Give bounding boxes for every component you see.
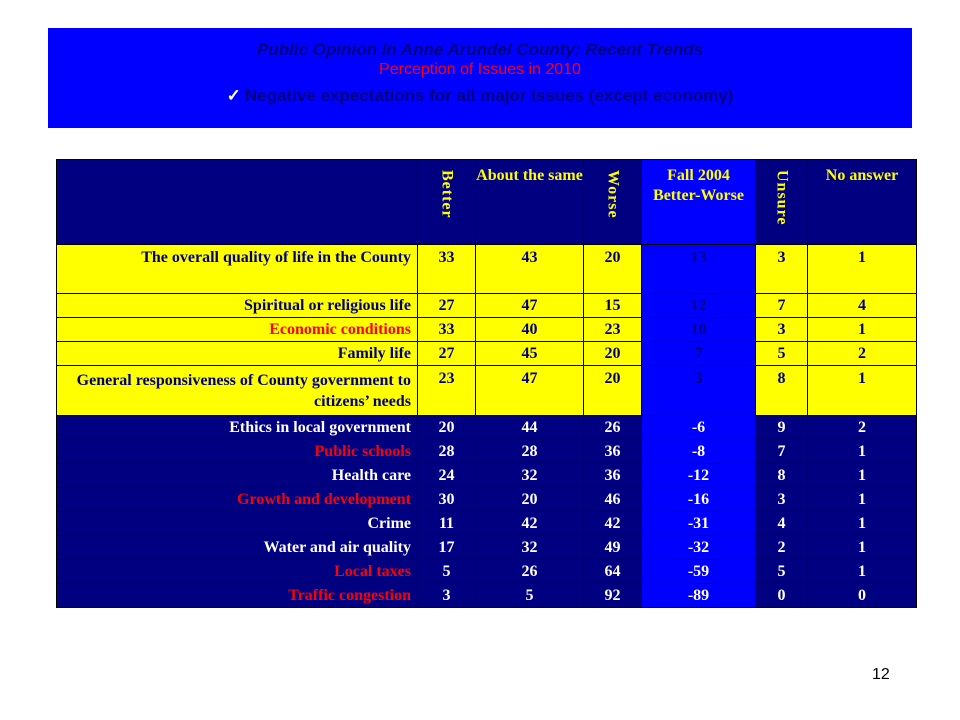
row-label: General responsiveness of County government to citizens’ needs [57, 366, 418, 416]
cell-better: 33 [418, 245, 476, 294]
cell-fall: -59 [642, 560, 756, 584]
cell-same: 40 [476, 318, 584, 342]
table-row [57, 584, 917, 608]
cell-better: 17 [418, 536, 476, 560]
cell-better: 20 [418, 416, 476, 440]
row-label: Water and air quality [57, 536, 418, 560]
cell-worse: 20 [584, 342, 642, 366]
cell-worse: 23 [584, 318, 642, 342]
table-row [57, 342, 917, 366]
cell-unsure: 7 [756, 294, 808, 318]
header-unsure: Unsure [756, 160, 808, 245]
cell-no-answer: 1 [808, 512, 917, 536]
cell-better: 3 [418, 584, 476, 608]
cell-unsure: 3 [756, 488, 808, 512]
cell-no-answer: 1 [808, 245, 917, 294]
cell-same: 44 [476, 416, 584, 440]
table-header-row [57, 160, 917, 245]
header-same: About the same [476, 160, 584, 245]
cell-worse: 20 [584, 245, 642, 294]
cell-worse: 46 [584, 488, 642, 512]
cell-unsure: 3 [756, 245, 808, 294]
row-label: Public schools [57, 440, 418, 464]
row-label: Traffic congestion [57, 584, 418, 608]
header-worse: Worse [584, 160, 642, 245]
cell-fall: -6 [642, 416, 756, 440]
page-number: 12 [872, 666, 890, 683]
cell-worse: 26 [584, 416, 642, 440]
cell-worse: 92 [584, 584, 642, 608]
cell-unsure: 4 [756, 512, 808, 536]
row-label: Health care [57, 464, 418, 488]
cell-no-answer: 1 [808, 464, 917, 488]
row-label: Family life [57, 342, 418, 366]
cell-fall: 3 [642, 366, 756, 416]
cell-no-answer: 1 [808, 366, 917, 416]
row-label: Local taxes [57, 560, 418, 584]
cell-better: 11 [418, 512, 476, 536]
cell-fall: -32 [642, 536, 756, 560]
row-label: Ethics in local government [57, 416, 418, 440]
cell-no-answer: 1 [808, 318, 917, 342]
row-label: Spiritual or religious life [57, 294, 418, 318]
cell-fall: 12 [642, 294, 756, 318]
cell-fall: 13 [642, 245, 756, 294]
cell-same: 45 [476, 342, 584, 366]
cell-fall: -16 [642, 488, 756, 512]
issues-table [56, 159, 917, 608]
cell-unsure: 8 [756, 464, 808, 488]
key-finding [48, 86, 912, 106]
cell-fall: 7 [642, 342, 756, 366]
cell-fall: -8 [642, 440, 756, 464]
table-row [57, 512, 917, 536]
table-row [57, 318, 917, 342]
cell-worse: 20 [584, 366, 642, 416]
cell-worse: 15 [584, 294, 642, 318]
cell-same: 26 [476, 560, 584, 584]
cell-no-answer: 2 [808, 342, 917, 366]
cell-better: 23 [418, 366, 476, 416]
row-label: Economic conditions [57, 318, 418, 342]
cell-no-answer: 1 [808, 440, 917, 464]
cell-same: 47 [476, 366, 584, 416]
cell-fall: -31 [642, 512, 756, 536]
title-banner [48, 28, 912, 128]
cell-no-answer: 1 [808, 560, 917, 584]
table-row [57, 560, 917, 584]
table-row [57, 245, 917, 294]
checkmark-icon: ✓ [226, 86, 241, 105]
table-row [57, 294, 917, 318]
table-row [57, 440, 917, 464]
table-row [57, 366, 917, 416]
table-row [57, 536, 917, 560]
cell-unsure: 2 [756, 536, 808, 560]
cell-no-answer: 0 [808, 584, 917, 608]
cell-same: 42 [476, 512, 584, 536]
slide-title: Public Opinion in Anne Arundel County: Recent Trends [256, 40, 704, 59]
cell-worse: 42 [584, 512, 642, 536]
cell-worse: 36 [584, 440, 642, 464]
cell-better: 30 [418, 488, 476, 512]
cell-unsure: 8 [756, 366, 808, 416]
cell-unsure: 7 [756, 440, 808, 464]
cell-worse: 36 [584, 464, 642, 488]
header-fall-2004: Fall 2004 Better-Worse [642, 160, 756, 245]
table-row [57, 488, 917, 512]
cell-better: 27 [418, 342, 476, 366]
cell-no-answer: 1 [808, 536, 917, 560]
cell-same: 43 [476, 245, 584, 294]
cell-better: 24 [418, 464, 476, 488]
cell-same: 20 [476, 488, 584, 512]
cell-unsure: 0 [756, 584, 808, 608]
cell-fall: -89 [642, 584, 756, 608]
cell-better: 33 [418, 318, 476, 342]
cell-better: 28 [418, 440, 476, 464]
header-better: Better [418, 160, 476, 245]
key-finding-text: Negative expectations for all major issues (except economy) [244, 86, 734, 105]
table-row [57, 416, 917, 440]
cell-same: 32 [476, 536, 584, 560]
row-label: Growth and development [57, 488, 418, 512]
cell-fall: -12 [642, 464, 756, 488]
header-corner [57, 160, 418, 245]
table-row [57, 464, 917, 488]
cell-worse: 64 [584, 560, 642, 584]
cell-better: 27 [418, 294, 476, 318]
cell-same: 5 [476, 584, 584, 608]
row-label: Crime [57, 512, 418, 536]
cell-unsure: 9 [756, 416, 808, 440]
cell-same: 47 [476, 294, 584, 318]
cell-no-answer: 4 [808, 294, 917, 318]
cell-better: 5 [418, 560, 476, 584]
cell-unsure: 5 [756, 342, 808, 366]
cell-worse: 49 [584, 536, 642, 560]
cell-same: 32 [476, 464, 584, 488]
cell-unsure: 5 [756, 560, 808, 584]
header-no-answer: No answer [808, 160, 917, 245]
slide-subtitle: Perception of Issues in 2010 [379, 61, 581, 78]
cell-same: 28 [476, 440, 584, 464]
cell-fall: 10 [642, 318, 756, 342]
cell-no-answer: 1 [808, 488, 917, 512]
cell-no-answer: 2 [808, 416, 917, 440]
row-label: The overall quality of life in the County [57, 245, 418, 294]
cell-unsure: 3 [756, 318, 808, 342]
